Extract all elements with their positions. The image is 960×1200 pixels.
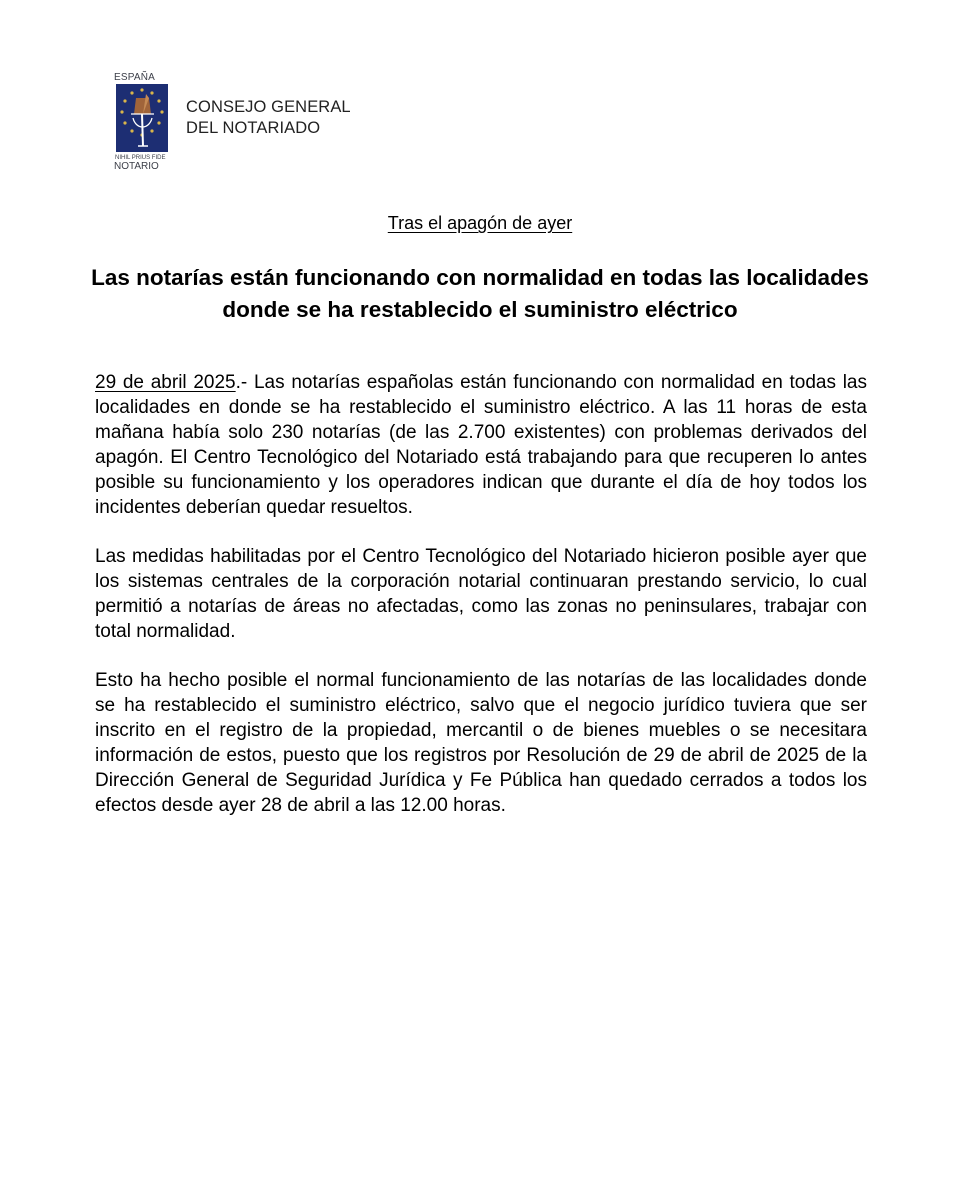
organization-name <box>186 97 351 139</box>
organization-name-line1: CONSEJO GENERAL <box>186 98 351 116</box>
logo-motto: NIHIL PRIUS FIDE <box>115 155 166 161</box>
article-paragraph-2: Las medidas habilitadas por el Centro Tecnológico del Notariado hicieron posible ayer que los sistemas centrales de la corporación notarial continuaran prestando servicio, lo cual permitió a notarías de áreas no afectadas, como las zonas no peninsulares, trabajar con total normalidad. <box>95 546 867 642</box>
dateline: 29 de abril 2025 <box>95 372 236 393</box>
organization-name-line2: DEL NOTARIADO <box>186 119 321 137</box>
notary-emblem-icon <box>116 84 168 160</box>
page-title: Las notarías están funcionando con normalidad en todas las localidades donde se ha restablecido el suministro eléctrico <box>91 265 869 322</box>
paragraph-1-text: .- Las notarías españolas están funcionando con normalidad en todas las localidades en donde se ha restablecido el suministro eléctrico. A las 11 horas de esta mañana había solo 230 notarías (de las 2.700 existentes) con problemas derivados del apagón. El Centro Tecnológico del Notariado está trabajando para que recuperen lo antes posible su funcionamiento y los operadores indican que durante el día de hoy todos los incidentes deberían quedar resueltos. <box>95 372 867 518</box>
kicker-heading: Tras el apagón de ayer <box>387 213 573 233</box>
article-paragraph-1 <box>95 370 867 520</box>
logo-country-label: ESPAÑA <box>114 72 156 83</box>
article-paragraph-3: Esto ha hecho posible el normal funcionamiento de las notarías de las localidades donde se ha restablecido el suministro eléctrico, salvo que el negocio jurídico tuviera que ser inscrito en el registro de la propiedad, mercantil o de bienes muebles o se necesitara información de estos, puesto que los registros por Resolución de 29 de abril de 2025 de la Dirección General de Seguridad Jurídica y Fe Pública han quedado cerrados a todos los efectos desde ayer 28 de abril a las 12.00 horas. <box>95 670 867 816</box>
organization-logo <box>112 72 372 172</box>
logo-office-label: NOTARIO <box>114 161 159 172</box>
article-body <box>95 370 867 842</box>
